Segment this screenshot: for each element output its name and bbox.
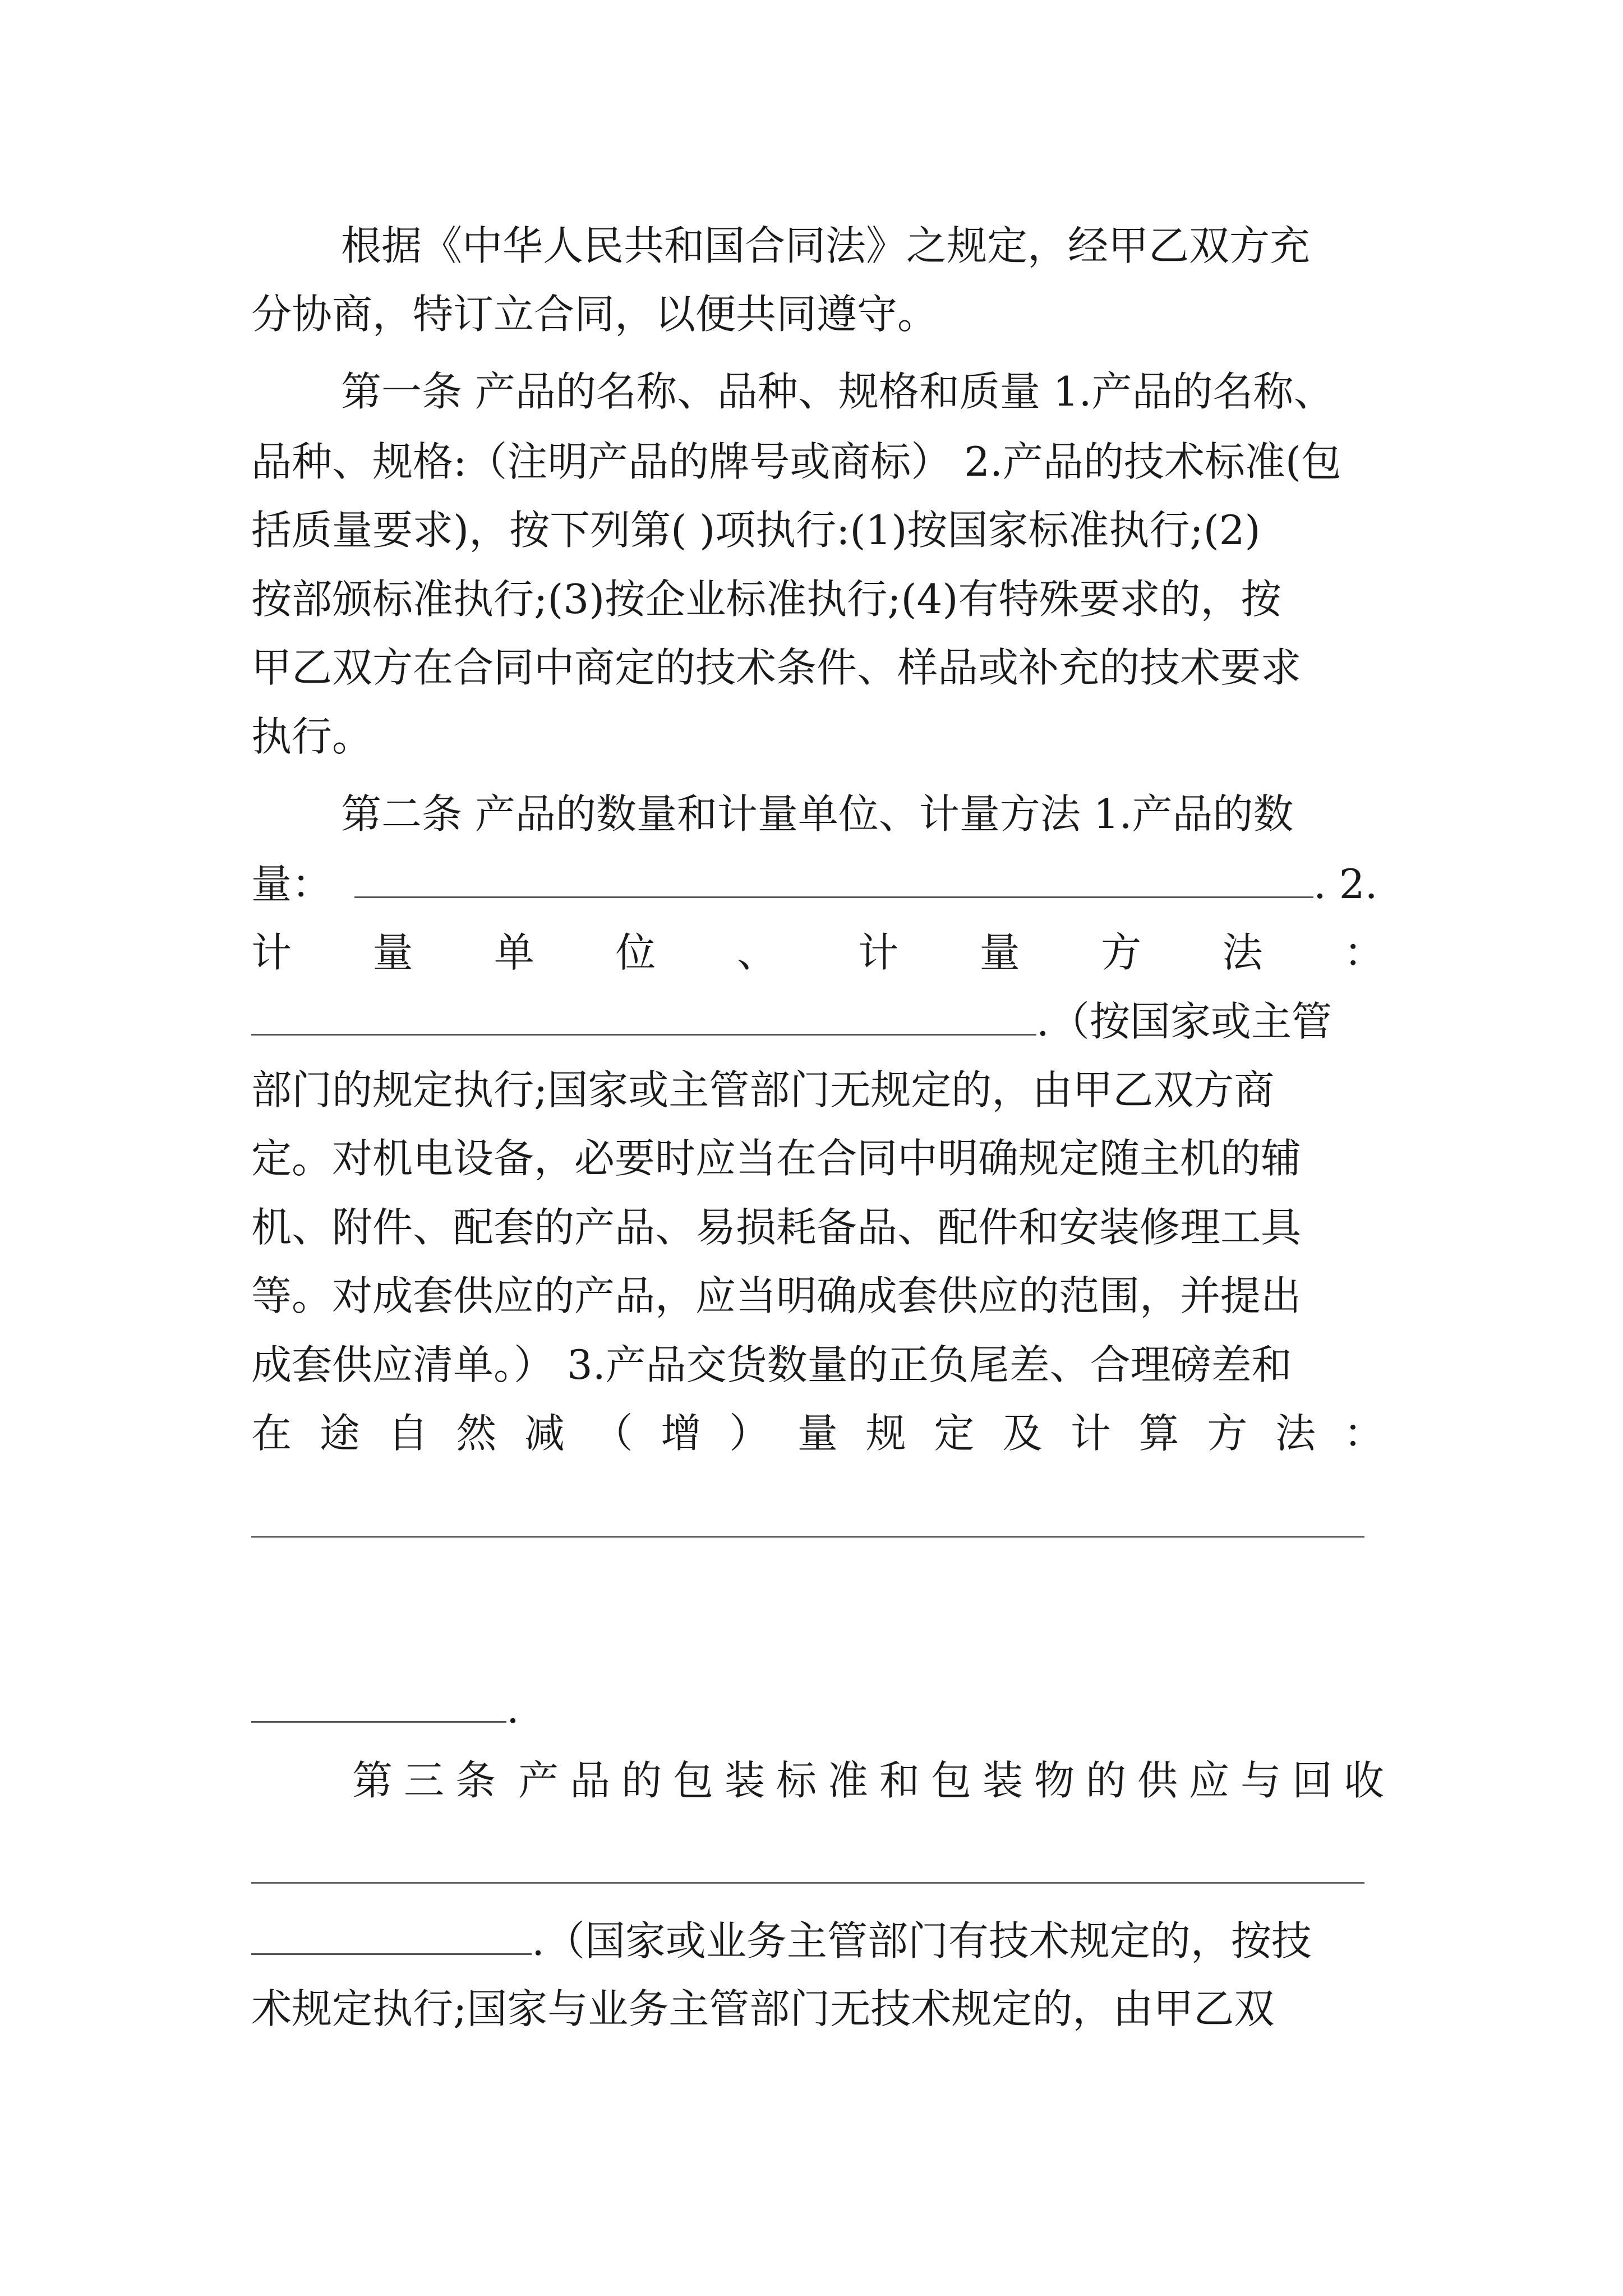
transit-char: 途 [319,1410,360,1457]
article-3-heading [352,1754,1384,1807]
measure-blank [251,998,1036,1036]
measure-char: 量 [372,929,413,976]
measure-tail: .（按国家或主管 [1036,998,1332,1045]
transit-char: 自 [388,1410,428,1457]
paragraph-line: 括质量要求)，按下列第( )项执行:(1)按国家标准执行;(2) [251,507,1261,554]
transit-char: 方 [1207,1410,1248,1457]
heading-char: 装 [982,1757,1023,1804]
heading-char: 与 [1240,1757,1281,1804]
measure-char: 位 [615,929,656,976]
measure-char: 、 [736,929,777,976]
heading-char: 应 [1188,1757,1229,1804]
packaging-blank-line [251,1914,1384,1968]
heading-char: 的 [1085,1757,1126,1804]
transit-blank [251,1685,506,1723]
transit-char: 法 [1275,1410,1316,1457]
transit-char: ： [1343,1410,1384,1457]
period: . [506,1685,519,1732]
transit-line [251,1406,1384,1460]
measure-blank-line [251,995,1384,1048]
transit-char: 定 [934,1410,975,1457]
transit-char: （ [592,1410,633,1457]
paragraph-line: 术规定执行;国家与业务主管部门无技术规定的，由甲乙双 [251,1985,1275,2032]
measure-char: 量 [979,929,1020,976]
quantity-tail: . 2. [1313,861,1378,908]
paragraph-line: 按部颁标准执行;(3)按企业标准执行;(4)有特殊要求的，按 [251,576,1281,623]
heading-char: 三 [404,1757,445,1804]
heading-char: 第 [352,1757,393,1804]
heading-char: 物 [1034,1757,1075,1804]
transit-char: 在 [251,1410,292,1457]
fill-in-rule [251,1882,1364,1884]
heading-char: 条 [455,1757,496,1804]
transit-blank-line [251,1682,1384,1736]
heading-char: 包 [930,1757,971,1804]
paragraph-line: 甲乙双方在合同中商定的技术条件、样品或补充的技术要求 [251,644,1302,691]
paragraph-line: 定。对机电设备，必要时应当在合同中明确规定随主机的辅 [251,1135,1302,1182]
measure-char: ： [1343,929,1384,976]
heading-char: 和 [879,1757,920,1804]
paragraph-line: 机、附件、配套的产品、易损耗备品、配件和安装修理工具 [251,1204,1302,1251]
heading-char: 的 [621,1757,662,1804]
heading-char: 供 [1137,1757,1178,1804]
transit-char: 增 [661,1410,702,1457]
quantity-blank [354,861,1313,898]
heading-char: 产 [518,1757,559,1804]
transit-char: 及 [1002,1410,1043,1457]
heading-char: 包 [672,1757,713,1804]
paragraph-line: 品种、规格:（注明产品的牌号或商标） 2.产品的技术标准(包 [251,438,1341,485]
heading-char: 标 [776,1757,817,1804]
paragraph-line: 成套供应清单。） 3.产品交货数量的正负尾差、合理磅差和 [251,1341,1292,1388]
quantity-label: 量： [251,861,333,908]
transit-char: 量 [797,1410,838,1457]
article-2-heading: 第二条 产品的数量和计量单位、计量方法 1.产品的数 [341,790,1294,838]
paragraph-line: 执行。 [251,713,373,760]
measure-char: 计 [858,929,899,976]
paragraph-line: 等。对成套供应的产品，应当明确成套供应的范围，并提出 [251,1272,1302,1319]
packaging-tail: .（国家或业务主管部门有技术规定的，按技 [532,1917,1312,1964]
transit-char: 减 [524,1410,565,1457]
heading-char: 准 [827,1757,868,1804]
transit-char: 计 [1070,1410,1111,1457]
measure-char: 计 [251,929,292,976]
transit-char: 规 [865,1410,906,1457]
heading-char: 品 [569,1757,610,1804]
paragraph-line: 分协商，特订立合同，以便共同遵守。 [251,291,938,338]
article-1-heading: 第一条 产品的名称、品种、规格和质量 1.产品的名称、 [341,368,1334,415]
measure-char: 方 [1101,929,1142,976]
measure-line [251,926,1384,979]
heading-char: 装 [724,1757,765,1804]
transit-char: 算 [1138,1410,1179,1457]
measure-char: 单 [494,929,534,976]
quantity-line [251,857,1384,911]
paragraph-line: 部门的规定执行;国家或主管部门无规定的，由甲乙双方商 [251,1066,1275,1114]
packaging-blank [251,1917,532,1955]
fill-in-rule [251,1536,1364,1538]
transit-char: 然 [456,1410,497,1457]
measure-char: 法 [1222,929,1263,976]
paragraph-line: 根据《中华人民共和国合同法》之规定，经甲乙双方充 [341,222,1311,269]
heading-char: 收 [1343,1757,1384,1804]
transit-char: ） [729,1410,770,1457]
heading-char: 回 [1292,1757,1332,1804]
